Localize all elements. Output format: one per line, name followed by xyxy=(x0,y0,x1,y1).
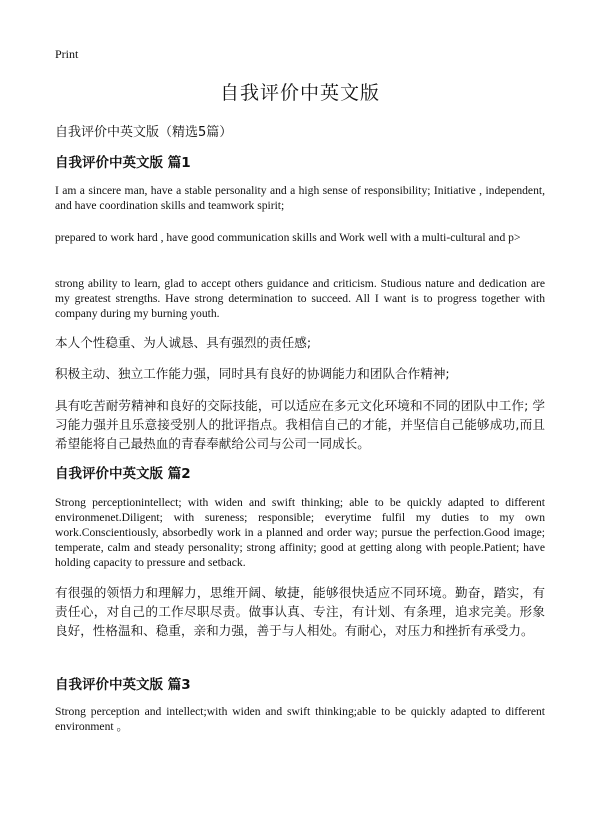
section-3-heading: 自我评价中英文版 篇3 xyxy=(55,677,191,693)
section-1-zh-paragraph-1: 本人个性稳重、为人诚恳、具有强烈的责任感; xyxy=(55,335,312,350)
section-2-en-paragraph-1: Strong perceptionintellect; with widen and swift thinking; able to be quickly adapted to different environmenet.Diligent; with sureness; responsible; everytime fulfil my duties to my own work.Conscientiously, absorbedly work in a planned and order way; pursue the perfection.Good image; temperate, calm and steady personality; strong affinity; good at getting along with people.Patient; have holding capacity to pressure and setback. xyxy=(55,496,545,569)
section-1-en-paragraph-2: prepared to work hard , have good communication skills and Work well with a multi-cultural and p> xyxy=(55,231,521,244)
section-2-zh-paragraph-1: 有很强的领悟力和理解力，思维开阔、敏捷，能够很快适应不同环境。勤奋，踏实，有责任心，对自己的工作尽职尽责。做事认真、专注，有计划、有条理，追求完美。形象良好，性格温和、稳重，亲和力强，善于与人相处。有耐心，对压力和挫折有承受力。 xyxy=(55,585,545,638)
document-subtitle: 自我评价中英文版（精选5篇） xyxy=(55,125,233,140)
page-title: 自我评价中英文版 xyxy=(219,82,380,104)
section-1-en-paragraph-3: strong ability to learn, glad to accept others guidance and criticism. Studious nature and dedication are my greatest strengths. Have strong determination to succeed. All I want is to progress together with company during my burning youth. xyxy=(55,277,545,320)
section-1-en-paragraph-1: I am a sincere man, have a stable personality and a high sense of responsibility; Initiative , independent, and have coordination skills and teamwork spirit; xyxy=(55,184,545,212)
print-label[interactable]: Print xyxy=(55,47,79,61)
section-3-en-paragraph-1: Strong perception and intellect;with widen and swift thinking;able to be quickly adapted to different environment 。 xyxy=(55,705,545,733)
section-1-zh-paragraph-2: 积极主动、独立工作能力强，同时具有良好的协调能力和团队合作精神; xyxy=(55,366,450,381)
section-2-heading: 自我评价中英文版 篇2 xyxy=(55,466,191,482)
section-1-heading: 自我评价中英文版 篇1 xyxy=(55,155,191,171)
section-1-zh-paragraph-3: 具有吃苦耐劳精神和良好的交际技能，可以适应在多元文化环境和不同的团队中工作; 学习能力强并且乐意接受别人的批评指点。我相信自己的才能，并坚信自己能够成功,而且希望能将自己最热血的青春奉献给公司与公司一同成长。 xyxy=(55,398,545,451)
